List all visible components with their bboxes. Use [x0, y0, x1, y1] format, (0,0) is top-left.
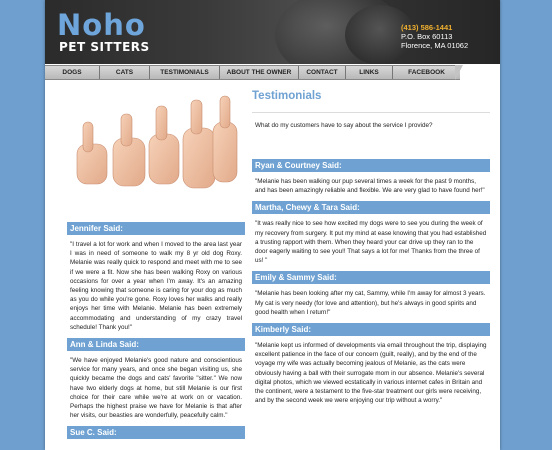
thumbs-up-hands-image — [63, 92, 243, 202]
contact-info — [401, 23, 468, 50]
nav-links[interactable]: LINKS — [346, 66, 393, 79]
testimonial-author: Martha, Chewy & Tara Said: — [252, 201, 490, 214]
site-logo-subtitle: PET SITTERS — [59, 40, 150, 54]
testimonial-author: Kimberly Said: — [252, 323, 490, 336]
main-nav — [45, 65, 460, 80]
testimonial-text: "We have enjoyed Melanie's good nature and conscientious service for many years, and once she began visiting us, she quickly became the dogs and cats' favorite "sitter." We now have two elderly dogs at home, but still Melanie is our first choice for their care while we're at work on or vacation. Perhaps the highest praise we have for Melanie is that after her visits, our beasties are wonderfully, peacefully calm." — [70, 357, 242, 420]
testimonial-text: "It was really nice to see how excited my dogs were to see you during the week of my recovery from surgery. It put my mind at ease knowing that you had established a trusting rapport with them. When they heard your car drive up they ran to the door eagerly waiting to see you!! That says a lot for me! Thanks from the three of us! " — [255, 220, 487, 265]
testimonial-text: "I travel a lot for work and when I moved to the area last year I was in need of someone to walk my 8 yr old dog Roxy. Melanie was really quick to respond and meet with me to see if we were a fit. Now she has been walking Roxy on various occasions for over a year when I'm away. It's an amazing feeling knowing that someone is caring for your dog as much as you do while you're gone. Roxy loves her walks and really enjoys her time with Melanie. Melanie has been extremely accommodating and understanding of my crazy travel schedule! Thank you!" — [70, 241, 242, 331]
nav-cats[interactable]: CATS — [100, 66, 150, 79]
right-testimonials-column — [252, 90, 490, 411]
po-box: P.O. Box 60113 — [401, 32, 453, 41]
phone-number: (413) 586-1441 — [401, 23, 453, 32]
nav-dogs[interactable]: DOGS — [45, 66, 100, 79]
nav-about-the-owner[interactable]: ABOUT THE OWNER — [220, 66, 299, 79]
site-header — [45, 0, 500, 64]
testimonial-author: Jennifer Said: — [67, 222, 245, 235]
testimonial-author: Ryan & Courtney Said: — [252, 159, 490, 172]
testimonial-text: "Melanie kept us informed of developments via email throughout the trip, displaying excellent patience in the face of our concern (guilt, really), and by the end of the voyage my wife was actually becoming jealous of Melanie, as the cats were obviously having a ball with their surrogate mom in our absence. Melanie's several digital photos, which we viewed ecstatically in various internet cafes in Britain and the continent, were a testament to the five-star treatment our girls were receiving, and by the second week we were enjoying our trip without a worry." — [255, 342, 487, 405]
title-divider — [252, 112, 490, 113]
page-title: Testimonials — [252, 90, 322, 102]
left-testimonials-column — [67, 222, 245, 439]
testimonial-text: "Melanie has been looking after my cat, Sammy, while I'm away for almost 3 years. My cat is very needy (for love and attention), but he's always in good spirits and good health when I return!" — [255, 290, 486, 316]
nav-facebook[interactable]: FACEBOOK — [408, 69, 445, 76]
testimonial-author: Ann & Linda Said: — [67, 338, 245, 351]
nav-end-cap — [455, 65, 463, 80]
nav-contact[interactable]: CONTACT — [299, 66, 346, 79]
testimonial-text: "Melanie has been walking our pup several times a week for the past 9 months, and has been amazingly reliable and flexible. We are very glad to have found her!" — [255, 178, 485, 195]
city-address: Florence, MA 01062 — [401, 41, 469, 50]
site-logo[interactable]: Noho — [57, 8, 146, 42]
testimonial-author: Sue C. Said: — [67, 426, 245, 439]
intro-text: What do my customers have to say about the service I provide? — [255, 122, 433, 129]
nav-testimonials[interactable]: TESTIMONIALS — [150, 66, 220, 79]
testimonial-author: Emily & Sammy Said: — [252, 271, 490, 284]
page-frame — [45, 0, 500, 450]
